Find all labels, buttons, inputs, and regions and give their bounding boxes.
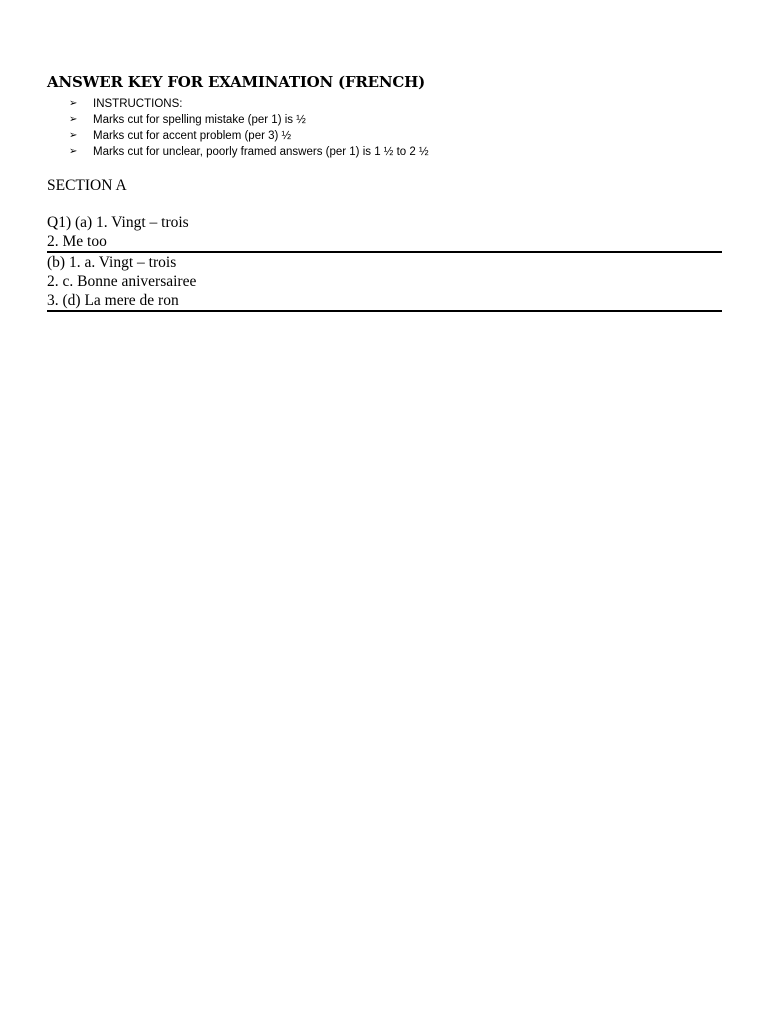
section-title: SECTION A: [47, 177, 127, 194]
answer-block-q1a: [47, 213, 722, 253]
arrow-bullet-icon: ➢: [69, 146, 78, 157]
answer-block-q1b: [47, 253, 722, 312]
instruction-item: [69, 144, 429, 160]
answer-line: 2. Me too: [47, 233, 107, 250]
document-title: ANSWER KEY FOR EXAMINATION (FRENCH): [47, 73, 426, 91]
instruction-text: Marks cut for unclear, poorly framed answers (per 1) is 1 ½ to 2 ½: [93, 146, 429, 158]
arrow-bullet-icon: ➢: [69, 130, 78, 141]
instructions-list: [69, 96, 429, 160]
instruction-text: INSTRUCTIONS:: [93, 98, 183, 110]
answers-area: [47, 213, 722, 312]
instruction-item: [69, 96, 429, 112]
answer-line: 3. (d) La mere de ron: [47, 292, 179, 309]
instruction-item: [69, 128, 429, 144]
instruction-item: [69, 112, 429, 128]
instruction-text: Marks cut for accent problem (per 3) ½: [93, 130, 292, 142]
answer-line: (b) 1. a. Vingt – trois: [47, 254, 177, 271]
arrow-bullet-icon: ➢: [69, 114, 78, 125]
answer-line: 2. c. Bonne aniversairee: [47, 273, 197, 290]
answer-line: Q1) (a) 1. Vingt – trois: [47, 214, 189, 231]
instruction-text: Marks cut for spelling mistake (per 1) is ½: [93, 114, 306, 126]
arrow-bullet-icon: ➢: [69, 98, 78, 109]
